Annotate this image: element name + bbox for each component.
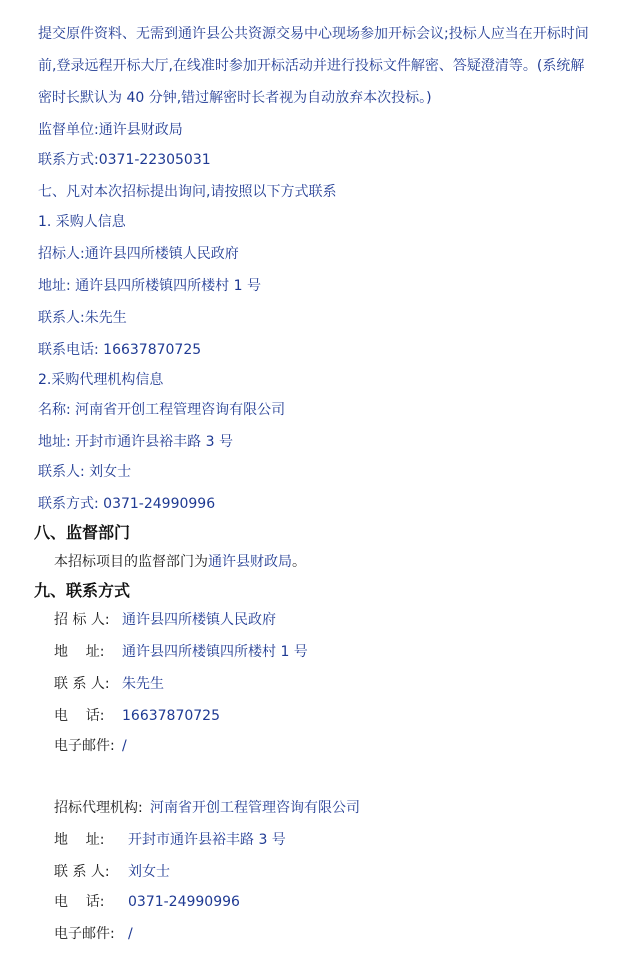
contact-purchaser-email (54, 736, 127, 756)
contact-value: 0371-24990996 (128, 894, 240, 910)
section7-title: 七、凡对本次招标提出询问,请按照以下方式联系 (38, 184, 337, 200)
contact-label: 地 址: (54, 644, 105, 660)
contact-purchaser-address (54, 642, 308, 662)
contact-value: / (122, 738, 127, 754)
contact-label: 电 话: (54, 708, 105, 724)
contact-label: 电 话: (54, 894, 105, 910)
contact-value: 开封市通许县裕丰路 3 号 (128, 832, 286, 848)
contact-purchaser-person (54, 674, 164, 694)
contact-value: 通许县四所楼镇四所楼村 1 号 (122, 644, 308, 660)
contact-value: 朱先生 (122, 676, 164, 692)
purchaser-phone: 联系电话: 16637870725 (38, 342, 202, 358)
paragraph-line-3: 密时长默认为 40 分钟,错过解密时长者视为自动放弃本次投标。) (38, 90, 432, 106)
agency-person: 联系人: 刘女士 (38, 464, 132, 480)
contact-agency-address (54, 830, 286, 850)
contact-label: 地 址: (54, 832, 105, 848)
contact-value: / (128, 926, 133, 942)
contact-agency-person (54, 862, 170, 882)
contact-purchaser-phone (54, 706, 220, 726)
contact-purchaser-name (54, 610, 276, 630)
contact-label: 电子邮件: (54, 738, 115, 754)
section8-text-suffix: 。 (292, 554, 306, 570)
contact-agency-name (54, 798, 360, 818)
paragraph-line-2: 前,登录远程开标大厅,在线准时参加开标活动并进行投标文件解密、答疑澄清等。(系统解 (38, 58, 585, 74)
purchaser-info-heading: 1. 采购人信息 (38, 214, 126, 230)
purchaser-person: 联系人:朱先生 (38, 310, 127, 326)
purchaser-name: 招标人:通许县四所楼镇人民政府 (38, 246, 239, 262)
contact-value: 通许县四所楼镇人民政府 (122, 612, 276, 628)
agency-info-heading: 2.采购代理机构信息 (38, 372, 164, 388)
contact-label: 招 标 人: (54, 612, 110, 628)
supervisor-contact: 联系方式:0371-22305031 (38, 152, 211, 168)
contact-label: 招标代理机构: (54, 800, 143, 816)
contact-agency-email (54, 924, 133, 944)
contact-value: 河南省开创工程管理咨询有限公司 (150, 800, 360, 816)
paragraph-line-1: 提交原件资料、无需到通许县公共资源交易中心现场参加开标会议;投标人应当在开标时间 (38, 26, 589, 42)
agency-address: 地址: 开封市通许县裕丰路 3 号 (38, 434, 233, 450)
supervisor-unit: 监督单位:通许县财政局 (38, 122, 183, 138)
contact-value: 刘女士 (128, 864, 170, 880)
section9-title: 九、联系方式 (34, 581, 131, 600)
section8-text (54, 552, 306, 572)
contact-label: 联 系 人: (54, 864, 110, 880)
contact-label: 电子邮件: (54, 926, 115, 942)
agency-contact: 联系方式: 0371-24990996 (38, 496, 216, 512)
contact-agency-phone (54, 892, 240, 912)
section8-title: 八、监督部门 (34, 523, 131, 542)
purchaser-address: 地址: 通许县四所楼镇四所楼村 1 号 (38, 278, 261, 294)
section8-text-prefix: 本招标项目的监督部门为 (54, 554, 208, 570)
contact-value: 16637870725 (122, 708, 220, 724)
contact-label: 联 系 人: (54, 676, 110, 692)
section8-text-value: 通许县财政局 (208, 554, 292, 570)
agency-name: 名称: 河南省开创工程管理咨询有限公司 (38, 402, 286, 418)
